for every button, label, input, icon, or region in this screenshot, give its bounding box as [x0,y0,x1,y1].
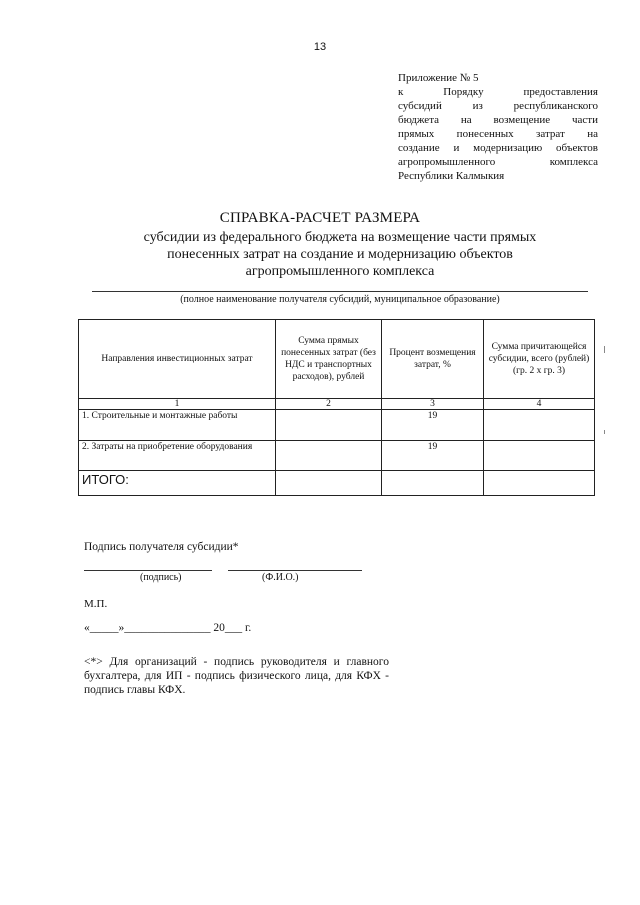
document-subtitle: субсидии из федерального бюджета на возмещение части прямых понесенных затрат на создание и модернизацию объектов агропромышленного комплекса [143,230,537,279]
header-direct-costs: Сумма прямых понесенных затрат (без НДС и транспортных расходов), рублей [276,320,382,399]
percent-cell: 19 [382,441,484,471]
percent-cell: 19 [382,410,484,441]
signature-caption: (подпись) [140,572,182,583]
table-row [79,410,595,441]
appendix-line: субсидий из республиканского [398,100,598,112]
stamp-place: М.П. [84,598,108,610]
date-line: «_____»_______________ 20___ г. [84,622,252,634]
column-number: 3 [382,399,484,410]
appendix-reference [398,71,598,183]
header-subsidy-amount: Сумма причитающейся субсидии, всего (рублей) (гр. 2 х гр. 3) [484,320,595,399]
recipient-name-caption: (полное наименование получателя субсидий, муниципальное образование) [180,294,500,305]
subsidy-cell [484,441,595,471]
full-name-caption: (Ф.И.О.) [262,572,299,583]
page-number: 13 [313,41,327,53]
full-name-line [228,570,362,571]
appendix-line: прямых понесенных затрат на [398,128,598,140]
appendix-line: Республики Калмыкия [398,170,505,182]
amount-cell [276,441,382,471]
column-number: 2 [276,399,382,410]
signature-label: Подпись получателя субсидии* [84,541,239,553]
table-column-numbers-row [79,399,595,410]
document-title: СПРАВКА-РАСЧЕТ РАЗМЕРА [219,210,421,226]
scan-artifact-mark [604,346,605,353]
total-subsidy-cell [484,471,595,496]
scan-artifact-mark [604,430,605,434]
signature-line [84,570,212,571]
footnote: <*> Для организаций - подпись руководителя и главного бухгалтера, для ИП - подпись физического лица, для КФХ - подпись главы КФХ. [84,656,389,696]
appendix-line: к Порядку предоставления [398,86,598,98]
table-row [79,441,595,471]
appendix-line: бюджета на возмещение части [398,114,598,126]
subsidy-cell [484,410,595,441]
recipient-name-line [92,291,588,292]
header-reimbursement-percent: Процент возмещения затрат, % [382,320,484,399]
appendix-line: Приложение № 5 [398,72,479,84]
table-header-row [79,320,595,399]
appendix-line: создание и модернизацию объектов [398,142,598,154]
column-number: 4 [484,399,595,410]
direction-cell: 2. Затраты на приобретение оборудования [79,441,276,471]
total-label-cell [79,471,276,496]
header-directions: Направления инвестиционных затрат [79,320,276,399]
amount-cell [276,410,382,441]
total-amount-cell [276,471,382,496]
total-percent-cell [382,471,484,496]
appendix-line: агропромышленного комплекса [398,156,598,168]
total-label: ИТОГО: [82,472,129,487]
table-total-row [79,471,595,496]
direction-cell: 1. Строительные и монтажные работы [79,410,276,441]
subsidy-calculation-table [78,319,595,496]
column-number: 1 [79,399,276,410]
